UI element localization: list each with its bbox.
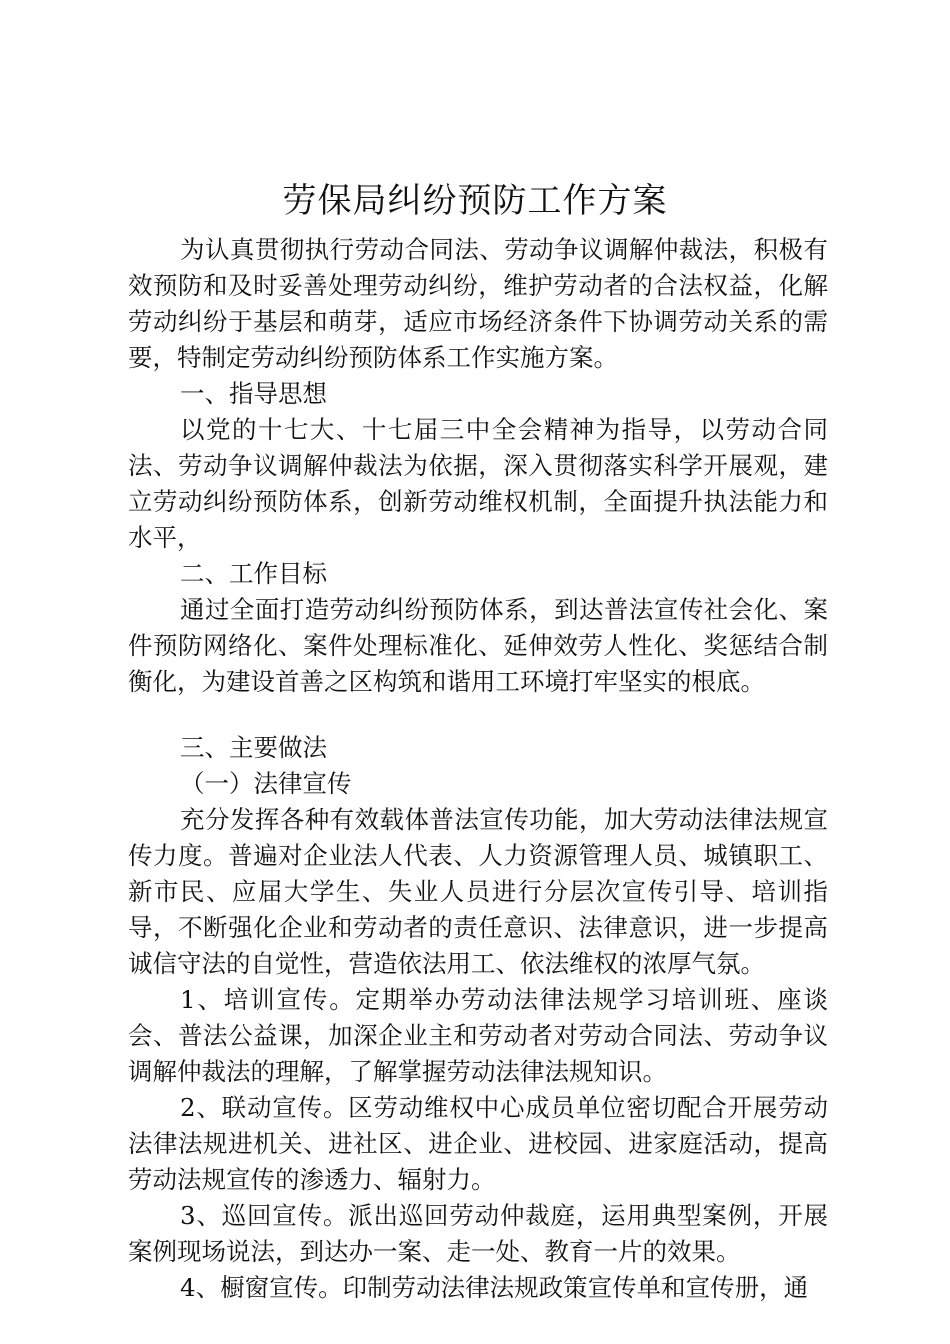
subsection-heading-legal-publicity: （一）法律宣传 [180,769,352,798]
section-heading-work-goals: 二、工作目标 [180,559,327,588]
section-heading-main-practices: 三、主要做法 [180,733,327,762]
list-item-training-publicity: 1、培训宣传。定期举办劳动法律法规学习培训班、座谈会、普法公益课，加深企业主和劳动者对劳动合同法、劳动争议调解仲裁法的理解，了解掌握劳动法律法规知识。 [128,985,828,1086]
document-title: 劳保局纠纷预防工作方案 [282,181,668,221]
list-item-window-publicity: 4、橱窗宣传。印制劳动法律法规政策宣传单和宣传册，通 [180,1273,809,1302]
section-heading-guiding-ideology: 一、指导思想 [180,379,327,408]
list-item-linked-publicity: 2、联动宣传。区劳动维权中心成员单位密切配合开展劳动法律法规进机关、进社区、进企业、进校园、进家庭活动，提高劳动法规宣传的渗透力、辐射力。 [128,1093,828,1194]
intro-paragraph: 为认真贯彻执行劳动合同法、劳动争议调解仲裁法，积极有效预防和及时妥善处理劳动纠纷，维护劳动者的合法权益，化解劳动纠纷于基层和萌芽，适应市场经济条件下协调劳动关系的需要，特制定劳动纠纷预防体系工作实施方案。 [128,235,828,372]
list-item-touring-publicity: 3、巡回宣传。派出巡回劳动仲裁庭，运用典型案例，开展案例现场说法，到达办一案、走一处、教育一片的效果。 [128,1201,828,1266]
paragraph-gap [128,700,828,730]
section-paragraph-guiding-ideology: 以党的十七大、十七届三中全会精神为指导，以劳动合同法、劳动争议调解仲裁法为依据，深入贯彻落实科学开展观，建立劳动纠纷预防体系，创新劳动维权机制，全面提升执法能力和水平， [128,415,828,552]
subsection-paragraph-legal-publicity: 充分发挥各种有效载体普法宣传功能，加大劳动法律法规宣传力度。普遍对企业法人代表、人力资源管理人员、城镇职工、新市民、应届大学生、失业人员进行分层次宣传引导、培训指导，不断强化企业和劳动者的责任意识、法律意识，进一步提高诚信守法的自觉性，营造依法用工、依法维权的浓厚气氛。 [128,805,828,978]
document-body [128,232,828,1306]
section-paragraph-work-goals: 通过全面打造劳动纠纷预防体系，到达普法宣传社会化、案件预防网络化、案件处理标准化、延伸效劳人性化、奖惩结合制衡化，为建设首善之区构筑和谐用工环境打牢坚实的根底。 [128,595,828,696]
